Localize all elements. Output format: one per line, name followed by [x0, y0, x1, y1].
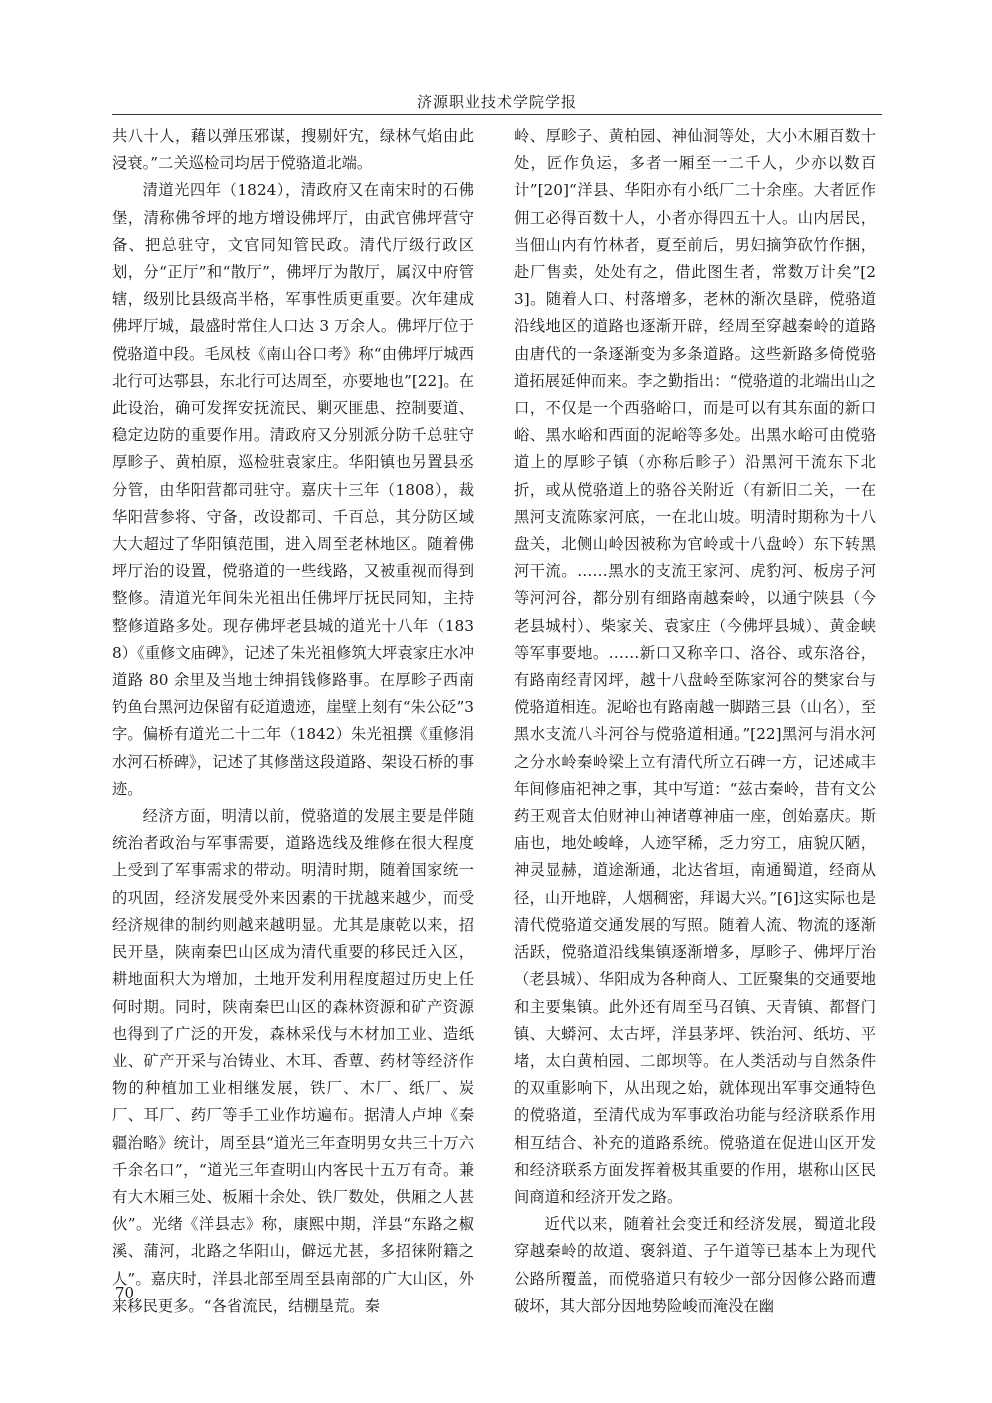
journal-header: 济源职业技术学院学报	[416, 93, 577, 111]
header-rule	[112, 114, 882, 115]
right-column	[514, 123, 876, 1320]
paragraph: 近代以来，随着社会变迁和经济发展，蜀道北段穿越秦岭的故道、褒斜道、子午道等已基本上为现代公路所覆盖，而傥骆道只有较少一部分因修公路而遭破坏，其大部分因地势险峻而淹没在幽	[514, 1215, 876, 1315]
paragraph: 共八十人，藉以弹压邪谋，搜剔奸宄，绿林气焰由此浸衰。”二关巡检司均居于傥骆道北端。	[112, 127, 474, 173]
paragraph: 岭、厚畛子、黄柏园、神仙洞等处，大小木厢百数十处，匠作负运，多者一厢至一二千人，少亦以数百计”[20]“洋县、华阳亦有小纸厂二十余座。大者匠作佣工必得百数十人，小者亦得四五十人。山内居民，当佃山内有竹林者，夏至前后，男妇摘笋砍竹作捆，赴厂售卖，处处有之，借此图生者，常数万计矣”[23]。随着人口、村落增多，老林的渐次垦辟，傥骆道沿线地区的道路也逐渐开辟，经周至穿越秦岭的道路由唐代的一条逐渐变为多条道路。这些新路多倚傥骆道拓展延伸而来。李之勤指出：“傥骆道的北端出山之口，不仅是一个西骆峪口，而是可以有其东面的新口峪、黑水峪和西面的泥峪等多处。出黑水峪可由傥骆道上的厚畛子镇（亦称后畛子）沿黑河干流东下北折，或从傥骆道上的骆谷关附近（有新旧二关，一在黑河支流陈家河底，一在北山坡。明清时期称为十八盘关，北侧山岭因被称为官岭或十八盘岭）东下转黑河干流。……黑水的支流王家河、虎豹河、板房子河等河河谷，都分别有细路南越秦岭，以通宁陕县（今老县城村）、柴家关、袁家庄（今佛坪县城）、黄金峡等军事要地。……新口又称辛口、洛谷、或东洛谷，有路南经青冈坪，越十八盘岭至陈家河谷的樊家台与傥骆道相连。泥峪也有路南越一脚踏三县（山名），至黑水支流八斗河谷与傥骆道相通。”[22]黑河与涓水河之分水岭秦岭梁上立有清代所立石碑一方，记述咸丰年间修庙祀神之事，其中写道：“兹古秦岭，昔有文公药王观音太伯财神山神诸尊神庙一座，创始嘉庆。斯庙也，地处峻峰，人迹罕稀，乏力穷工，庙貌仄陋，神灵显赫，道途渐通，北达省垣，南通蜀道，经商从径，山开地辟，人烟稠密，拜谒大兴。”[6]这实际也是清代傥骆道交通发展的写照。随着人流、物流的逐渐活跃，傥骆道沿线集镇逐渐增多，厚畛子、佛坪厅治（老县城）、华阳成为各种商人、工匠聚集的交通要地和主要集镇。此外还有周至马召镇、天青镇、都督门镇、大蟒河、太古坪，洋县茅坪、铁治河、纸坊、平堵，太白黄柏园、二郎坝等。在人类活动与自然条件的双重影响下，从出现之始，就体现出军事交通特色的傥骆道，至清代成为军事政治功能与经济联系作用相互结合、补充的道路系统。傥骆道在促进山区开发和经济联系方面发挥着极其重要的作用，堪称山区民间商道和经济开发之路。	[514, 127, 876, 1206]
paragraph: 清道光四年（1824），清政府又在南宋时的石佛堡，清称佛爷坪的地方增设佛坪厅，由武官佛坪营守备、把总驻守，文官同知管民政。清代厅级行政区划，分“正厅”和“散厅”，佛坪厅为散厅，属汉中府管辖，级别比县级高半格，军事性质更重要。次年建成佛坪厅城，最盛时常住人口达 3 万余人。佛坪厅位于傥骆道中段。毛凤枝《南山谷口考》称“由佛坪厅城西北行可达鄠县，东北行可达周至，亦要地也”[22]。在此设治，确可发挥安抚流民、剿灭匪患、控制要道、稳定边防的重要作用。清政府又分别派分防千总驻守厚畛子、黄柏原，巡检驻袁家庄。华阳镇也另置县丞分管，由华阳营都司驻守。嘉庆十三年（1808），裁华阳营参将、守备，改设都司、千百总，其分防区域大大超过了华阳镇范围，进入周至老林地区。随着佛坪厅治的设置，傥骆道的一些线路，又被重视而得到整修。清道光年间朱光祖出任佛坪厅抚民同知，主持整修道路多处。现存佛坪老县城的道光十八年（1838）《重修文庙碑》，记述了朱光祖修筑大坪袁家庄水冲道路 80 余里及当地士绅捐钱修路事。在厚畛子西南钓鱼台黑河边保留有砭道遗迹，崖壁上刻有“朱公砭”3 字。偏桥有道光二十二年（1842）朱光祖撰《重修涓水河石桥碑》，记述了其修凿这段道路、架设石桥的事迹。	[112, 181, 474, 798]
paragraph: 经济方面，明清以前，傥骆道的发展主要是伴随统治者政治与军事需要，道路选线及维修在很大程度上受到了军事需求的带动。明清时期，随着国家统一的巩固，经济发展受外来因素的干扰越来越少，而受经济规律的制约则越来越明显。尤其是康乾以来，招民开垦，陕南秦巴山区成为清代重要的移民迁入区，耕地面积大为增加，土地开发利用程度超过历史上任何时期。同时，陕南秦巴山区的森林资源和矿产资源也得到了广泛的开发，森林采伐与木材加工业、造纸业、矿产开采与冶铸业、木耳、香蕈、药材等经济作物的种植加工业相继发展，铁厂、木厂、纸厂、炭厂、耳厂、药厂等手工业作坊遍布。据清人卢坤《秦疆治略》统计，周至县“道光三年查明男女共三十万六千余名口”，“道光三年查明山内客民十五万有奇。兼有大木厢三处、板厢十余处、铁厂数处，供厢之人甚伙”。光绪《洋县志》称，康熙中期，洋县“东路之椒溪、蒲河，北路之华阳山，僻远尤甚，多招徕附籍之人”。嘉庆时，洋县北部至周至县南部的广大山区，外来移民更多。“各省流民，结棚垦荒。秦	[112, 807, 474, 1315]
left-column	[112, 123, 474, 1320]
page-number: 70	[115, 1284, 135, 1302]
